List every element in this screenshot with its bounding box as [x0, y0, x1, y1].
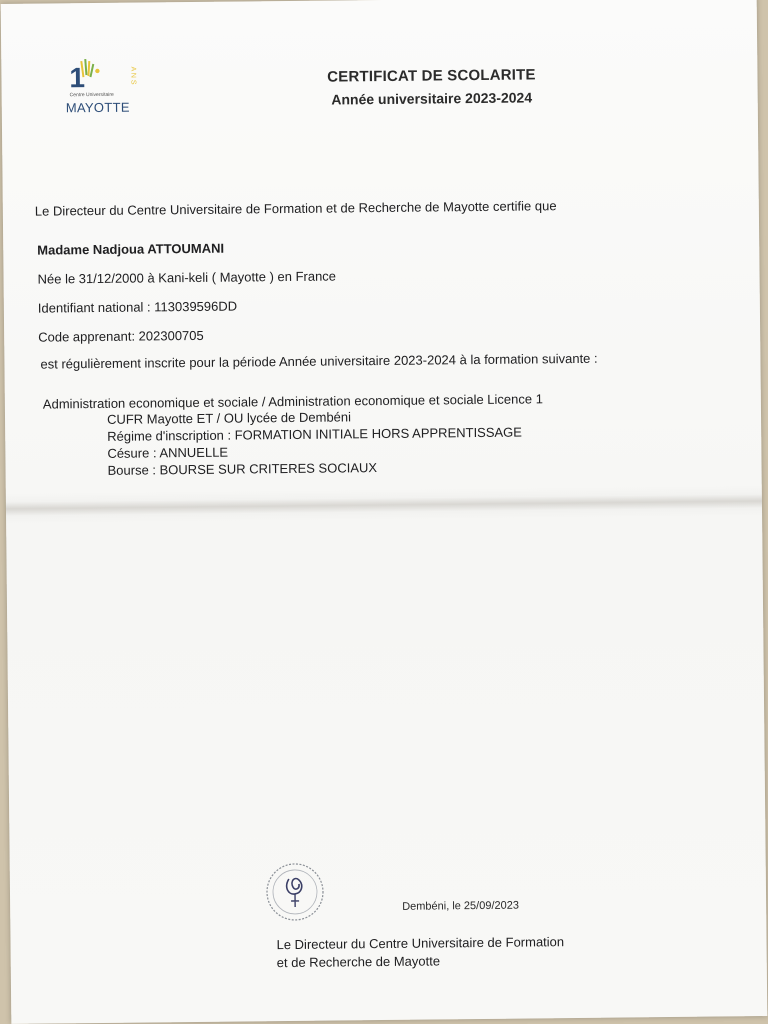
- learner-code: Code apprenant: 202300705: [38, 327, 204, 345]
- paper-fold: [6, 494, 762, 516]
- national-id: Identifiant national : 113039596DD: [37, 298, 238, 316]
- logo-name: MAYOTTE: [65, 99, 130, 116]
- student-name: Madame Nadjoua ATTOUMANI: [37, 240, 225, 258]
- certificate-page: [1, 0, 768, 1024]
- enrollment-statement: est régulièrement inscrite pour la période Année universitaire 2023-2024 à la formation suivante :: [40, 350, 598, 372]
- intro-text: Le Directeur du Centre Universitaire de Formation et de Recherche de Mayotte certifie que: [34, 198, 557, 219]
- scholarship-status: Bourse : BOURSE SUR CRITERES SOCIAUX: [107, 460, 378, 478]
- logo-letters: A N S: [129, 66, 137, 85]
- birth-info: Née le 31/12/2000 à Kani-keli ( Mayotte ) en France: [37, 268, 337, 287]
- issue-date: Dembéni, le 25/09/2023: [402, 899, 520, 913]
- signatory-line-2: et de Recherche de Mayotte: [276, 953, 441, 971]
- document-header: [301, 66, 561, 108]
- study-site: CUFR Mayotte ET / OU lycée de Dembéni: [106, 409, 352, 427]
- academic-year: Année universitaire 2023-2024: [331, 89, 533, 108]
- logo-mark-icon: [59, 54, 149, 95]
- cesure-status: Césure : ANNUELLE: [107, 444, 229, 461]
- signatory-line-1: Le Directeur du Centre Universitaire de Formation: [276, 934, 565, 953]
- signatory-block: [276, 933, 564, 972]
- document-title: CERTIFICAT DE SCOLARITE: [327, 66, 536, 86]
- svg-text:1: 1: [69, 62, 86, 94]
- registration-regime: Régime d'inscription : FORMATION INITIALE HORS APPRENTISSAGE: [107, 424, 523, 444]
- logo-subtitle: Centre Universitaire: [69, 91, 114, 99]
- program-name: Administration economique et sociale / Administration economique et sociale Licence 1: [42, 391, 543, 412]
- university-logo: [59, 54, 150, 125]
- program-details: [43, 406, 644, 492]
- official-stamp-icon: [264, 861, 327, 924]
